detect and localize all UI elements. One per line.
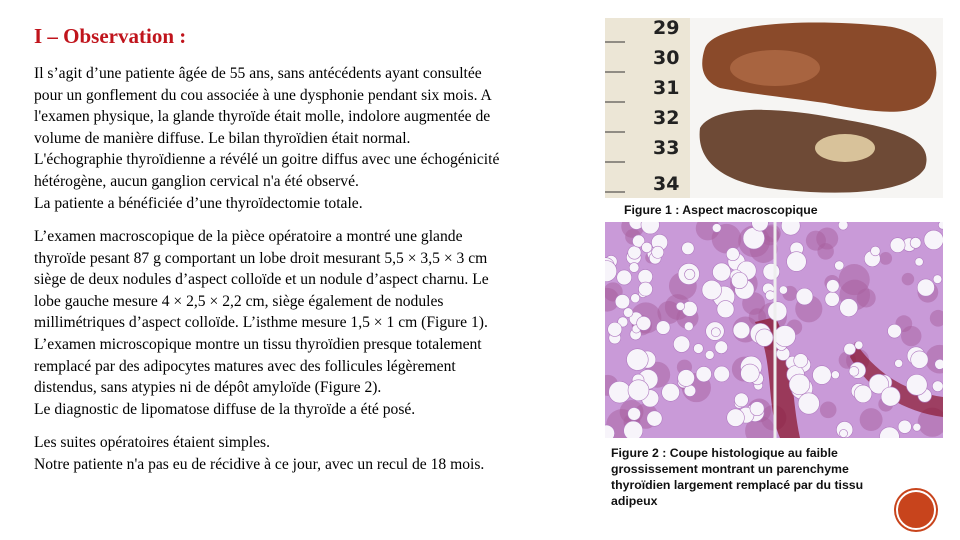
- slide-badge-icon: [896, 490, 936, 530]
- examination-paragraph: [34, 226, 579, 420]
- text-line: hétérogène, aucun ganglion cervical n'a été observé.: [34, 172, 359, 190]
- ruler-mark: 30: [653, 47, 680, 69]
- text-line: Le diagnostic de lipomatose diffuse de la thyroïde a été posé.: [34, 400, 416, 418]
- caption-line: thyroïdien largement remplacé par du tissu: [611, 478, 864, 492]
- ruler-mark: 32: [653, 107, 680, 129]
- text-line: La patiente a bénéficiée d’une thyroïdectomie totale.: [34, 194, 363, 212]
- figure-1-macroscopic-photo: [605, 18, 943, 198]
- observation-paragraph: [34, 63, 579, 214]
- caption-line: adipeux: [611, 494, 658, 508]
- figure-1-caption: Figure 1 : Aspect macroscopique: [624, 203, 818, 217]
- text-line: L’examen macroscopique de la pièce opératoire a montré une glande: [34, 228, 463, 245]
- ruler-mark: 34: [653, 173, 680, 195]
- figure-2-caption: [611, 445, 911, 509]
- text-line: distendus, sans atypies ni de dépôt amyloïde (Figure 2).: [34, 379, 382, 397]
- ruler-mark: 33: [653, 137, 680, 159]
- outcome-paragraph: [34, 432, 579, 475]
- text-line: l'examen physique, la glande thyroïde était molle, indolore augmentée de: [34, 108, 491, 126]
- ruler-mark: 29: [653, 18, 680, 39]
- slide-title: I – Observation :: [34, 24, 187, 48]
- caption-line: Figure 2 : Coupe histologique au faible: [611, 446, 838, 460]
- text-line: Les suites opératoires étaient simples.: [34, 434, 271, 451]
- text-line: volume de manière diffuse. Le bilan thyroïdien était normal.: [34, 129, 411, 147]
- caption-line: grossissement montrant un parenchyme: [611, 462, 849, 476]
- ruler-mark: 31: [653, 77, 680, 99]
- text-line: pour un gonflement du cou associée à une dysphonie pendant six mois. A: [34, 86, 492, 104]
- text-line: L’examen microscopique montre un tissu thyroïdien presque totalement: [34, 335, 482, 353]
- text-line: siège de deux nodules d’aspect colloïde et un nodule d’aspect charnu. Le: [34, 271, 489, 289]
- text-line: remplacé par des adipocytes matures avec des follicules légèrement: [34, 357, 456, 375]
- text-line: Notre patiente n'a pas eu de récidive à ce jour, avec un recul de 18 mois.: [34, 455, 485, 473]
- text-line: thyroïde pesant 87 g comportant un lobe droit mesurant 5,5 × 3,5 × 3 cm: [34, 249, 488, 267]
- text-line: L'échographie thyroïdienne a révélé un goitre diffus avec une échogénicité: [34, 151, 500, 169]
- text-line: lobe gauche mesure 4 × 2,5 × 2,2 cm, siège également de nodules: [34, 292, 444, 310]
- figure-2-histology-image: [605, 222, 943, 438]
- text-line: millimétriques d’aspect colloïde. L’isthme mesure 1,5 × 1 cm (Figure 1).: [34, 314, 488, 332]
- text-line: Il s’agit d’une patiente âgée de 55 ans, sans antécédents ayant consultée: [34, 65, 482, 82]
